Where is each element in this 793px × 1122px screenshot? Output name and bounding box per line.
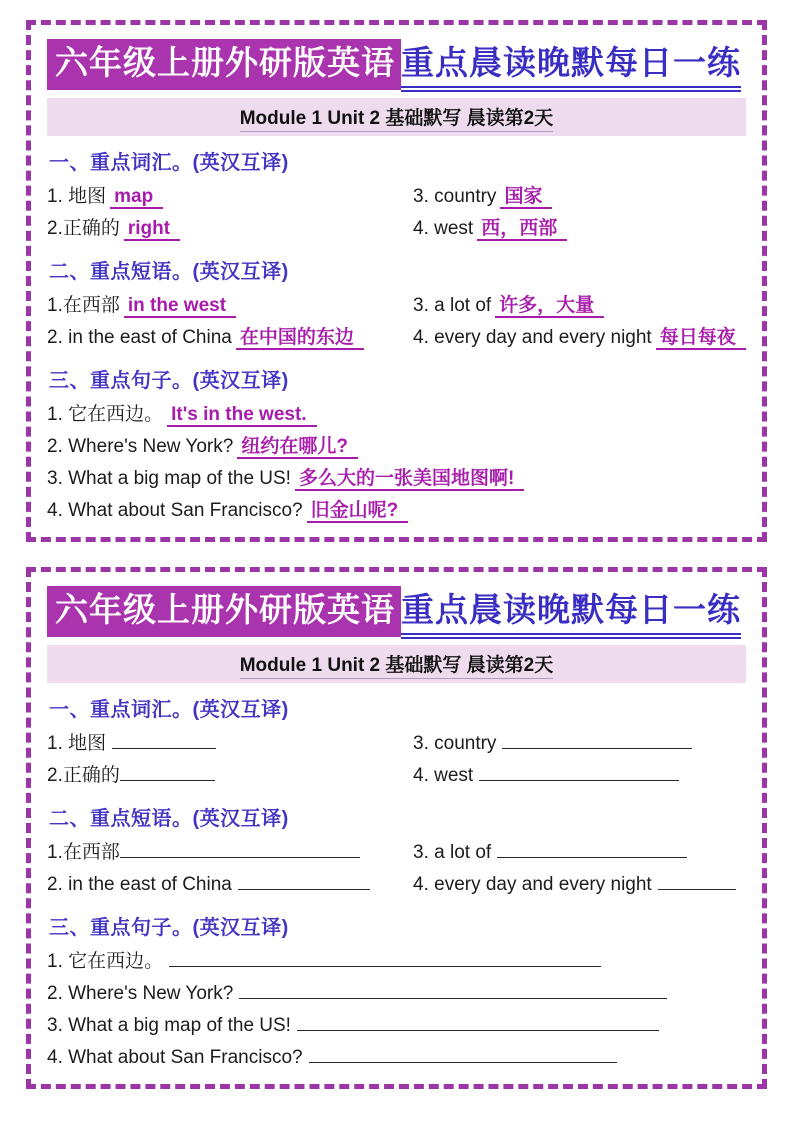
section-heading-words: 一、重点词汇。(英汉互译) — [49, 151, 289, 174]
item-prompt: 4. What about San Francisco? — [47, 499, 303, 521]
answer-blank — [479, 761, 679, 781]
answer-blank — [309, 1043, 617, 1063]
worksheet-item — [413, 213, 746, 245]
worksheet-item — [413, 290, 746, 322]
worksheet-item — [47, 495, 746, 527]
section-heading-sentences: 三、重点句子。(英汉互译) — [49, 369, 289, 392]
item-prompt: 4. every day and every night — [413, 326, 652, 348]
item-prompt: 3. a lot of — [413, 294, 492, 316]
item-prompt: 4. west — [413, 764, 474, 786]
answer-text: 多么大的一张美国地图啊! — [295, 468, 524, 491]
item-prompt: 1. 地图 — [47, 185, 107, 207]
answer-text: 许多，大量 — [495, 295, 604, 318]
words-grid — [47, 181, 746, 245]
item-prompt: 1. 它在西边。 — [47, 950, 164, 972]
worksheet-item — [47, 181, 409, 213]
item-prompt: 1.在西部 — [47, 841, 120, 863]
item-prompt: 4. west — [413, 217, 474, 239]
words-grid — [47, 728, 746, 792]
answer-blank — [297, 1011, 659, 1031]
worksheet-panel-blank — [26, 567, 767, 1089]
answer-blank — [120, 761, 215, 781]
item-prompt: 2. in the east of China — [47, 873, 232, 895]
item-prompt: 3. country — [413, 732, 497, 754]
worksheet-item — [47, 1042, 746, 1074]
item-prompt: 2.正确的 — [47, 217, 120, 239]
worksheet-item — [47, 213, 409, 245]
item-prompt: 3. country — [413, 185, 497, 207]
module-subtitle: Module 1 Unit 2 基础默写 晨读第2天 — [240, 655, 554, 679]
answer-blank — [169, 947, 601, 967]
item-prompt: 3. What a big map of the US! — [47, 1014, 291, 1036]
answer-text: It's in the west. — [167, 404, 316, 427]
worksheet-item — [47, 869, 409, 901]
item-prompt: 2. in the east of China — [47, 326, 232, 348]
worksheet-item — [47, 837, 409, 869]
sentences-list — [47, 946, 746, 1074]
worksheet-item — [47, 1010, 746, 1042]
answer-blank — [497, 838, 687, 858]
answer-text: 纽约在哪儿? — [237, 436, 358, 459]
worksheet-item — [413, 181, 746, 213]
worksheet-item — [47, 728, 409, 760]
answer-blank — [120, 838, 360, 858]
answer-blank — [502, 729, 692, 749]
answer-blank — [239, 979, 667, 999]
worksheet-item — [47, 760, 409, 792]
section-heading-phrases: 二、重点短语。(英汉互译) — [49, 807, 289, 830]
worksheet-item — [47, 978, 746, 1010]
phrases-grid — [47, 837, 746, 901]
module-subtitle-bar — [47, 645, 746, 683]
item-prompt: 4. every day and every night — [413, 873, 652, 895]
worksheet-title — [47, 39, 746, 92]
answer-text: 旧金山呢? — [307, 500, 409, 523]
title-grade-label: 六年级上册外研版英语 — [47, 39, 401, 90]
answer-text: 在中国的东边 — [236, 327, 364, 350]
worksheet-item — [47, 322, 409, 354]
worksheet-item — [413, 837, 746, 869]
item-prompt: 3. a lot of — [413, 841, 492, 863]
answer-text: in the west — [124, 295, 236, 318]
worksheet-item — [413, 760, 746, 792]
section-heading-phrases: 二、重点短语。(英汉互译) — [49, 260, 289, 283]
section-heading-sentences: 三、重点句子。(英汉互译) — [49, 916, 289, 939]
answer-text: map — [110, 186, 163, 209]
worksheet-title — [47, 586, 746, 639]
answer-text: 西，西部 — [477, 218, 567, 241]
item-prompt: 3. What a big map of the US! — [47, 467, 291, 489]
answer-text: 每日每夜 — [656, 327, 746, 350]
title-practice-label: 重点晨读晚默每日一练 — [401, 589, 741, 639]
answer-blank — [658, 870, 736, 890]
item-prompt: 1. 地图 — [47, 732, 107, 754]
answer-blank — [238, 870, 370, 890]
worksheet-panel-answered — [26, 20, 767, 542]
answer-text: right — [124, 218, 180, 241]
worksheet-item — [47, 463, 746, 495]
worksheet-item — [47, 290, 409, 322]
worksheet-item — [413, 869, 746, 901]
item-prompt: 2. Where's New York? — [47, 982, 234, 1004]
item-prompt: 4. What about San Francisco? — [47, 1046, 303, 1068]
worksheet-item — [413, 322, 746, 354]
item-prompt: 1.在西部 — [47, 294, 120, 316]
sentences-list — [47, 399, 746, 527]
worksheet-item — [413, 728, 746, 760]
answer-text: 国家 — [500, 186, 552, 209]
module-subtitle-bar — [47, 98, 746, 136]
module-subtitle: Module 1 Unit 2 基础默写 晨读第2天 — [240, 108, 554, 132]
phrases-grid — [47, 290, 746, 354]
worksheet-item — [47, 399, 746, 431]
title-practice-label: 重点晨读晚默每日一练 — [401, 42, 741, 92]
item-prompt: 1. 它在西边。 — [47, 403, 164, 425]
section-heading-words: 一、重点词汇。(英汉互译) — [49, 698, 289, 721]
item-prompt: 2.正确的 — [47, 764, 120, 786]
title-grade-label: 六年级上册外研版英语 — [47, 586, 401, 637]
worksheet-item — [47, 431, 746, 463]
item-prompt: 2. Where's New York? — [47, 435, 234, 457]
worksheet-item — [47, 946, 746, 978]
answer-blank — [112, 729, 216, 749]
